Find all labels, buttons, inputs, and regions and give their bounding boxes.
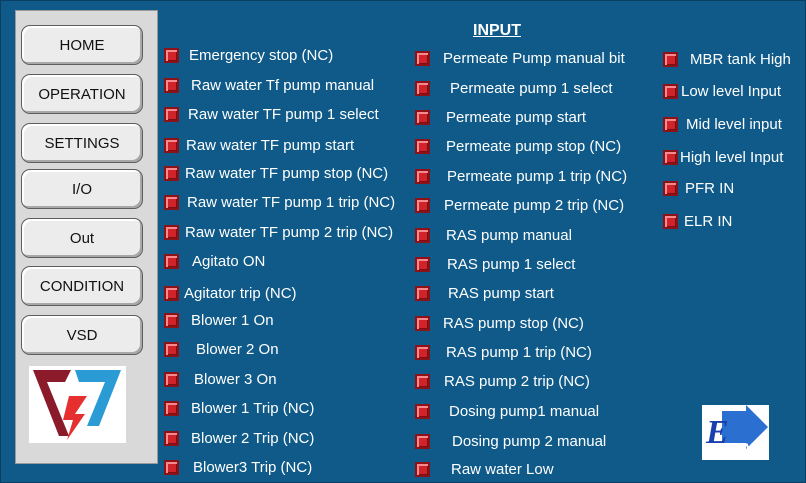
status-indicator — [415, 257, 430, 272]
svg-text:E: E — [706, 414, 729, 451]
status-indicator — [663, 117, 678, 132]
status-indicator — [164, 431, 179, 446]
status-indicator — [663, 84, 678, 99]
io-button[interactable]: I/O — [21, 169, 143, 209]
status-indicator — [415, 198, 430, 213]
status-indicator — [415, 110, 430, 125]
status-indicator — [164, 286, 179, 301]
input-signal-label: Raw water TF pump stop (NC) — [185, 165, 389, 182]
status-indicator — [415, 51, 430, 66]
status-indicator — [663, 214, 678, 229]
input-signal-label: RAS pump 2 trip (NC) — [444, 373, 590, 390]
input-signal-label: Dosing pump1 manual — [449, 403, 600, 420]
input-signal-label: Raw water TF pump 1 trip (NC) — [187, 194, 396, 211]
status-indicator — [164, 107, 179, 122]
input-signal-label: Raw water TF pump start — [186, 137, 355, 154]
status-indicator — [415, 316, 430, 331]
status-indicator — [164, 254, 179, 269]
input-signal-label: Raw water TF pump 2 trip (NC) — [185, 224, 394, 241]
status-indicator — [164, 78, 179, 93]
input-signal-label: Blower 2 Trip (NC) — [191, 430, 315, 447]
input-signal-label: MBR tank High — [690, 51, 791, 68]
input-signal-label: Dosing pump 2 manual — [452, 433, 607, 450]
sidebar — [15, 10, 158, 464]
home-button[interactable]: HOME — [21, 25, 143, 65]
page-title: INPUT — [473, 22, 521, 39]
status-indicator — [164, 372, 179, 387]
operation-button[interactable]: OPERATION — [21, 74, 143, 114]
input-signal-label: Permeate pump 1 trip (NC) — [447, 168, 628, 185]
input-signal-label: Agitator trip (NC) — [184, 285, 297, 302]
status-indicator — [415, 81, 430, 96]
status-indicator — [164, 401, 179, 416]
company-logo — [29, 366, 126, 443]
input-signal-label: RAS pump 1 trip (NC) — [446, 344, 592, 361]
input-signal-label: Permeate pump 1 select — [450, 80, 613, 97]
condition-button[interactable]: CONDITION — [21, 266, 143, 306]
input-signal-label: RAS pump start — [448, 285, 554, 302]
input-signal-label: Blower3 Trip (NC) — [193, 459, 313, 476]
input-signal-label: Raw water Tf pump manual — [191, 77, 375, 94]
ews-logo — [702, 405, 769, 460]
status-indicator — [415, 345, 430, 360]
status-indicator — [415, 462, 430, 477]
input-signal-label: Permeate pump stop (NC) — [446, 138, 622, 155]
status-indicator — [415, 434, 430, 449]
status-indicator — [415, 404, 430, 419]
input-signal-label: Blower 3 On — [194, 371, 277, 388]
status-indicator — [164, 313, 179, 328]
status-indicator — [164, 342, 179, 357]
input-signal-label: Mid level input — [686, 116, 782, 133]
input-signal-label: RAS pump manual — [446, 227, 572, 244]
vsd-button[interactable]: VSD — [21, 315, 143, 355]
status-indicator — [415, 286, 430, 301]
input-signal-label: Agitato ON — [192, 253, 266, 270]
status-indicator — [164, 166, 179, 181]
input-signal-label: Blower 1 On — [191, 312, 274, 329]
status-indicator — [164, 48, 179, 63]
status-indicator — [663, 52, 678, 67]
status-indicator — [415, 374, 430, 389]
input-signal-label: Raw water TF pump 1 select — [188, 106, 379, 123]
input-signal-label: Blower 1 Trip (NC) — [191, 400, 315, 417]
svg-text:WS: WS — [740, 440, 763, 456]
input-signal-label: Permeate pump 2 trip (NC) — [444, 197, 625, 214]
status-indicator — [663, 181, 678, 196]
input-signal-label: Permeate Pump manual bit — [443, 50, 625, 67]
input-signal-label: RAS pump stop (NC) — [443, 315, 584, 332]
input-signal-label: Low level Input — [681, 83, 782, 100]
status-indicator — [663, 150, 678, 165]
input-signal-label: Raw water Low — [451, 461, 554, 478]
status-indicator — [415, 139, 430, 154]
out-button[interactable]: Out — [21, 218, 143, 258]
input-signal-label: Blower 2 On — [196, 341, 279, 358]
input-signal-label: PFR IN — [685, 180, 735, 197]
input-signal-label: Emergency stop (NC) — [189, 47, 334, 64]
status-indicator — [415, 228, 430, 243]
status-indicator — [164, 195, 179, 210]
input-signal-label: High level Input — [680, 149, 784, 166]
status-indicator — [164, 460, 179, 475]
status-indicator — [164, 225, 179, 240]
input-signal-label: ELR IN — [684, 213, 733, 230]
settings-button[interactable]: SETTINGS — [21, 123, 143, 163]
input-signal-label: Permeate pump start — [446, 109, 587, 126]
status-indicator — [415, 169, 430, 184]
status-indicator — [164, 138, 179, 153]
input-signal-label: RAS pump 1 select — [447, 256, 576, 273]
